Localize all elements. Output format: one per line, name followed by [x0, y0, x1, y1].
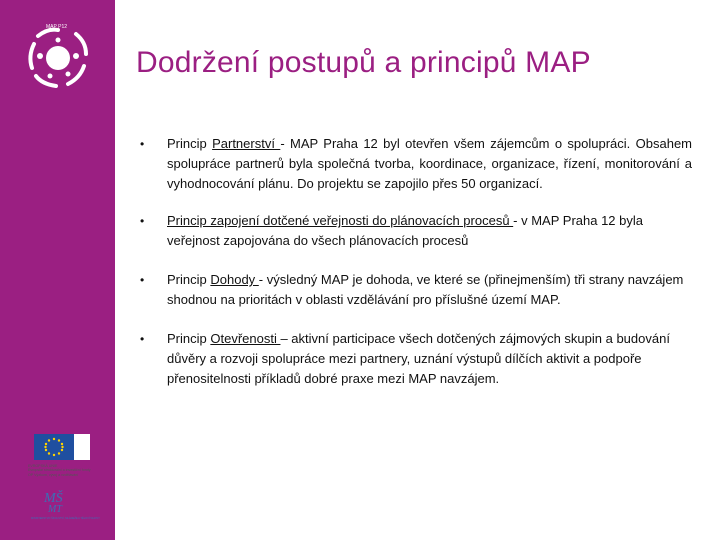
bullet-dot-icon: •	[140, 137, 145, 151]
bullet-term: Partnerství	[212, 136, 281, 151]
bullet-partnership	[140, 134, 692, 194]
bullet-text: – aktivní participace všech dotčených zájmových skupin a budování důvěry a rozvoji spolupráce mezi partnery, uznání výstupů dílčích aktivit a podpoře přenositelnosti příkladů dobré praxe mezi MAP navzájem.	[167, 331, 670, 386]
bullet-text: - v MAP Praha 12 byla veřejnost zapojována do všech plánovacích procesů	[167, 213, 643, 248]
sidebar	[0, 0, 115, 540]
footer-logos	[26, 430, 106, 520]
bullet-openness	[140, 329, 692, 389]
bullet-dot-icon: •	[140, 332, 145, 346]
map-p12-logo	[18, 16, 98, 96]
svg-text:MT: MT	[48, 504, 62, 515]
msmt-text: MINISTERSTVO ŠKOLSTVÍ, MLÁDEŽE A TĚLOVÝCHOVY	[31, 517, 100, 520]
logo-text: MAP P12	[46, 24, 68, 30]
bullet-dot-icon: •	[140, 273, 145, 287]
bullet-text: - MAP Praha 12 byl otevřen všem zájemcům o spolupráci. Obsahem spolupráce partnerů byla společná tvorba, koordinace, organizace, řízení, monitorování a vyhodnocování plánu. Do projektu se zapojilo přes 50 organizací.	[167, 136, 692, 191]
bullet-term: Princip zapojení dotčené veřejnosti do plánovacích procesů	[167, 213, 514, 228]
svg-text:MŠ: MŠ	[44, 491, 63, 506]
bullet-dot-icon: •	[140, 214, 145, 228]
msmt-logo	[30, 486, 100, 522]
eu-flag-icon	[34, 434, 90, 460]
bullet-lead: Princip	[167, 331, 211, 346]
eu-fund-text	[28, 464, 118, 477]
bullet-lead: Princip	[167, 136, 213, 151]
bullet-agreement	[140, 270, 692, 310]
slide-title: Dodržení postupů a principů MAP	[136, 46, 591, 79]
bullet-lead: Princip	[167, 272, 211, 287]
bullet-term: Dohody	[210, 272, 259, 287]
bullet-list	[140, 134, 692, 408]
bullet-term: Otevřenosti	[210, 331, 281, 346]
bullet-text: - výsledný MAP je dohoda, ve které se (přinejmenším) tři strany navzájem shodnou na prioritách v oblasti vzdělávání pro příslušné území MAP.	[167, 272, 684, 307]
eu-text-line: OP Výzkum, vývoj a vzdělávání	[28, 472, 79, 477]
bullet-public-involvement	[140, 211, 692, 251]
eu-text-line: Evropské strukturální a investiční fondy	[28, 468, 91, 473]
eu-text-line: EVROPSKÁ UNIE	[28, 464, 58, 468]
